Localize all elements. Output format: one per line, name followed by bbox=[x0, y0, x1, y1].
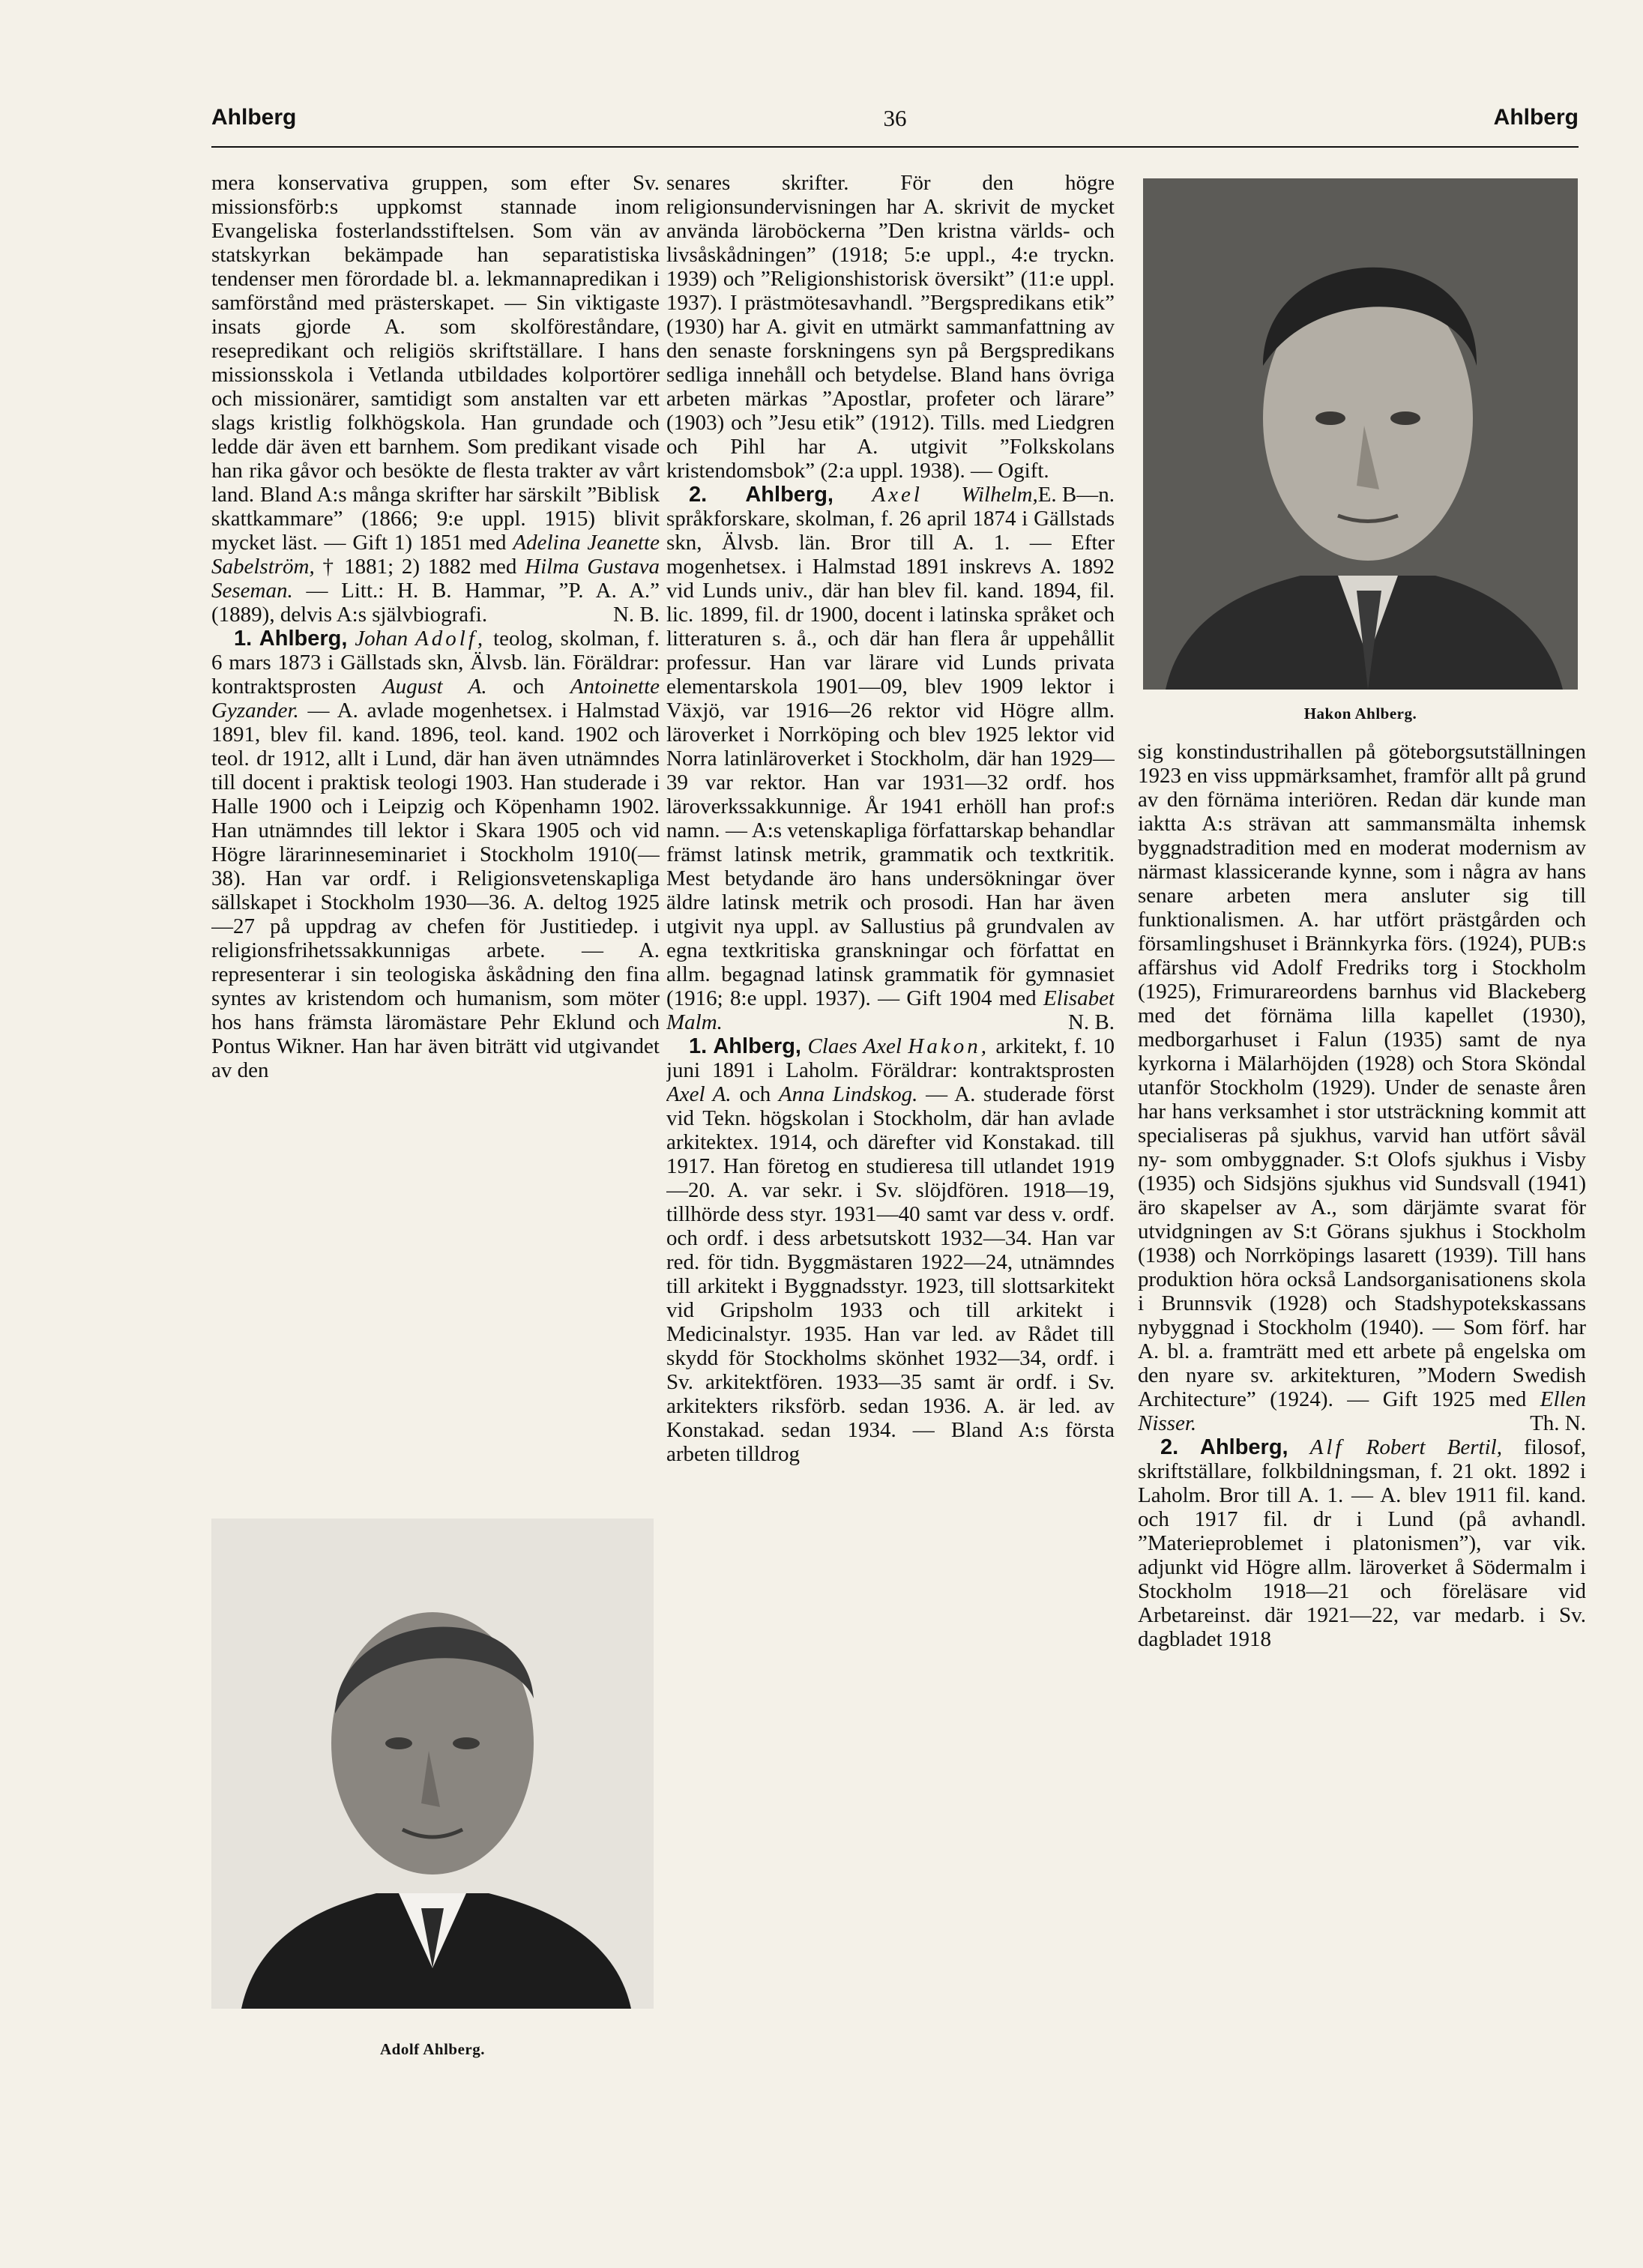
entry-headword: 1. Ahlberg, bbox=[689, 1034, 801, 1058]
paragraph-per-ahlberg-end: mera konservativa gruppen, som efter Sv. missionsförb:s uppkomst stannade inom Evangeliska fosterlandsstiftelsen. Som vän av statskyrkan bekämpade han separatistiska tendenser men förordade bl. a. lekmannapredikan i samförstånd med prästerskapet. — Sin viktigaste insats gjorde A. som skolföreståndare, resepredikant och religiös skriftställare. I hans missionsskola i Vetlanda utbildades kolportörer och missionärer, samtidigt som anstalten var ett slags kristlig folkhögskola. Han grundade och ledde där även ett barnhem. Som predikant visade han rika gåvor och besökte de flesta trakter av vårt land. Bland A:s många skrifter har särskilt ”Biblisk skattkammare” (1866; 9:e uppl. 1915) blivit mycket läst. — Gift 1) 1851 med Adelina Jeanette Sabelström, † 1881; 2) 1882 med Hilma Gustava Seseman. — Litt.: H. B. Hammar, ”P. A. A.” (1889), delvis A:s självbiografi. N. B. bbox=[211, 171, 660, 627]
paragraph-claes-axel-hakon-end: sig konstindustrihallen på göteborgsutställningen 1923 en viss uppmärksamhet, framför allt på grund av den förnäma interiören. Redan där kunde man iaktta A:s strävan att sammansmälta inhemsk byggnadstradition med en moderat modernism av närmast klassicerande kynne, som i några av hans senare arbeten mera ansluter sig till funktionalismen. A. har utfört prästgården och församlingshuset i Brännkyrka förs. (1924), PUB:s affärshus vid Adolf Fredriks torg i Stockholm (1925), Frimurareordens barnhus vid Blackeberg med det förnäma lilla kapellet (1930), medborgarhuset i Falun (1935) samt de nya kyrkorna i Mälarhöjden (1928) och Stora Sköndal utanför Stockholm (1929). Under de senaste åren har hans verksamhet i stor utsträckning kommit att specialiseras på sjukhus, varvid han utfört såväl ny- som ombyggnader. S:t Olofs sjukhus i Visby (1935) och Sidsjöns sjukhus vid Sundsvall (1941) äro skapelser av A., som därjämte svarat för utvidgningen av S:t Görans sjukhus i Stockholm (1938) och Norrköpings lasarett (1939). Till hans produktion höra också Landsorganisationens skola i Brunnsvik (1928) och Stadshypotekskassans nybyggnad i Stockholm (1940). — Som förf. har A. bl. a. framträtt med ett arbete på engelska om den nyare sv. arkitekturen, ”Modern Swedish Architecture” (1924). — Gift 1925 med Ellen Nisser. Th. N. bbox=[1138, 740, 1586, 1435]
entry-headword: 2. Ahlberg, bbox=[1160, 1435, 1288, 1459]
entry-headword: 1. Ahlberg, bbox=[234, 627, 348, 651]
signature: N. B. bbox=[612, 603, 660, 627]
entry-claes-axel-hakon: 1. Ahlberg, Claes Axel Hakon, arkitekt, f. 10 juni 1891 i Laholm. Föräldrar: kontraktsprosten Axel A. och Anna Lindskog. — A. studerade först vid Tekn. högskolan i Stockholm, där han avlade arkitektex. 1914, och därefter vid Konstakad. till 1917. Han företog en studieresa till utlandet 1919—20. A. var sekr. i Sv. slöjdfören. 1918—19, tillhörde dess styr. 1931—40 samt var dess v. ordf. och ordf. i dess arbetsutskott 1932—34. Han var red. för tidn. Byggmästaren 1922—24, utnämndes till arkitekt i Byggnadsstyr. 1923, till slottsarkitekt vid Gripsholm 1933 och till arkitekt i Medicinalstyr. 1935. Han var led. av Rådet till skydd för Stockholms skönhet 1932—34, ordf. i Sv. arkitektfören. 1933—35 samt är ordf. i Sv. arkitekters riksförb. sedan 1936. A. är led. av Konstakad. sedan 1934. — Bland A:s första arbeten tilldrog bbox=[666, 1034, 1115, 1466]
entry-axel-wilhelm: 2. Ahlberg, Axel Wilhelm, språkforskare, skolman, f. 26 april 1874 i Gällstads skn, Älvsb. län. Bror till A. 1. — Efter mogenhetsex. i Halmstad 1891 inskrevs A. 1892 vid Lunds univ., där han blev fil. kand. 1894, fil. lic. 1899, fil. dr 1900, docent i latinska språket och litteraturen s. å., och där han flera år uppehållit professur. Han var lärare vid Lunds privata elementarskola 1901—09, blev 1909 lektor i Växjö, var 1916—26 rektor vid Högre allm. läroverket i Norrköping och blev 1925 lektor vid Norra latinläroverket i Stockholm, där han 1929—39 var rektor. Han var 1931—32 ordf. hos läroverkssakkunnige. År 1941 erhöll han prof:s namn. — A:s vetenskapliga författarskap behandlar främst latinsk metrik, grammatik och textkritik. Mest betydande äro hans undersökningar över äldre latinsk metrik och prosodi. Han har även utgivit nya uppl. av Sallustius på grundvalen av egna textkritiska granskningar och författat en allm. begagnad latinsk grammatik för gymnasiet (1916; 8:e uppl. 1937). — Gift 1904 med Elisabet Malm. N. B. bbox=[666, 483, 1115, 1034]
signature: Th. N. bbox=[1530, 1411, 1586, 1435]
page-number: 36 bbox=[883, 105, 907, 131]
caption-portrait-1: Adolf Ahlberg. bbox=[379, 2040, 485, 2058]
signature: E. B—n. bbox=[1037, 483, 1115, 507]
header-rule bbox=[211, 146, 1579, 148]
entry-headword: 2. Ahlberg, bbox=[689, 483, 833, 507]
running-header bbox=[211, 105, 1579, 142]
column-3 bbox=[1138, 740, 1586, 2014]
entry-alf-robert-bertil: 2. Ahlberg, Alf Robert Bertil, filosof, skriftställare, folkbildningsman, f. 21 okt. 1892 i Laholm. Bror till A. 1. — A. blev 1911 fil. kand. och 1917 fil. dr i Lund (på avhandl. ”Materieproblemet i platonismen”), var vik. adjunkt vid Högre allm. läroverket å Södermalm i Stockholm 1918—21 och föreläsare vid Arbetareinst. där 1921—22, var medarb. i Sv. dagbladet 1918 bbox=[1138, 1435, 1586, 1651]
entry-johan-adolf: 1. Ahlberg, Johan Adolf, teolog, skolman, f. 6 mars 1873 i Gällstads skn, Älvsb. län. Föräldrar: kontraktsprosten August A. och Antoinette Gyzander. — A. avlade mogenhetsex. i Halmstad 1891, blev fil. kand. 1896, teol. kand. 1902 och teol. dr 1912, allt i Lund, där han även utnämndes till docent i praktisk teologi 1903. Han studerade i Halle 1900 och i Leipzig och Köpenhamn 1902. Han utnämndes till lektor i Skara 1905 och vid Högre lärarinneseminariet i Stockholm 1910(—38). Han var ordf. i Religionsvetenskapliga sällskapet i Stockholm 1930—36. A. deltog 1925—27 på uppdrag av chefen för Justitiedep. i religionsfrihetssakkunnigas arbete. — A. representerar i sin teologiska åskådning den fina syntes av kristendom och humanism, som möter hos hans främsta läromästare Pehr Eklund och Pontus Wikner. Han har även biträtt vid utgivandet av den bbox=[211, 627, 660, 1082]
caption-portrait-2: Hakon Ahlberg. bbox=[1303, 705, 1417, 723]
column-2 bbox=[666, 171, 1115, 2045]
column-1 bbox=[211, 171, 660, 1512]
header-right-word: Ahlberg bbox=[1493, 105, 1579, 130]
portrait-hakon-ahlberg bbox=[1143, 178, 1578, 690]
header-left-word: Ahlberg bbox=[211, 105, 297, 130]
paragraph-johan-adolf-end: senares skrifter. För den högre religionsundervisningen har A. skrivit de mycket använda läroböckerna ”Den kristna världs- och livsåskådningen” (1918; 5:e uppl., 4:e tryckn. 1939) och ”Religionshistorisk översikt” (11:e uppl. 1937). I prästmötesavhandl. ”Bergspredikans etik” (1930) har A. givit en utmärkt sammanfattning av den senaste forskningens syn på Bergspredikans sedliga innehåll och betydelse. Bland hans övriga arbeten märkas ”Apostlar, profeter och lärare” (1903) och ”Jesu etik” (1912). Tills. med Liedgren och Pihl har A. utgivit ”Folkskolans kristendomsbok” (2:a uppl. 1938). — Ogift. E. B—n. bbox=[666, 171, 1115, 507]
portrait-adolf-ahlberg bbox=[211, 1518, 654, 2009]
signature: N. B. bbox=[1067, 1010, 1115, 1034]
